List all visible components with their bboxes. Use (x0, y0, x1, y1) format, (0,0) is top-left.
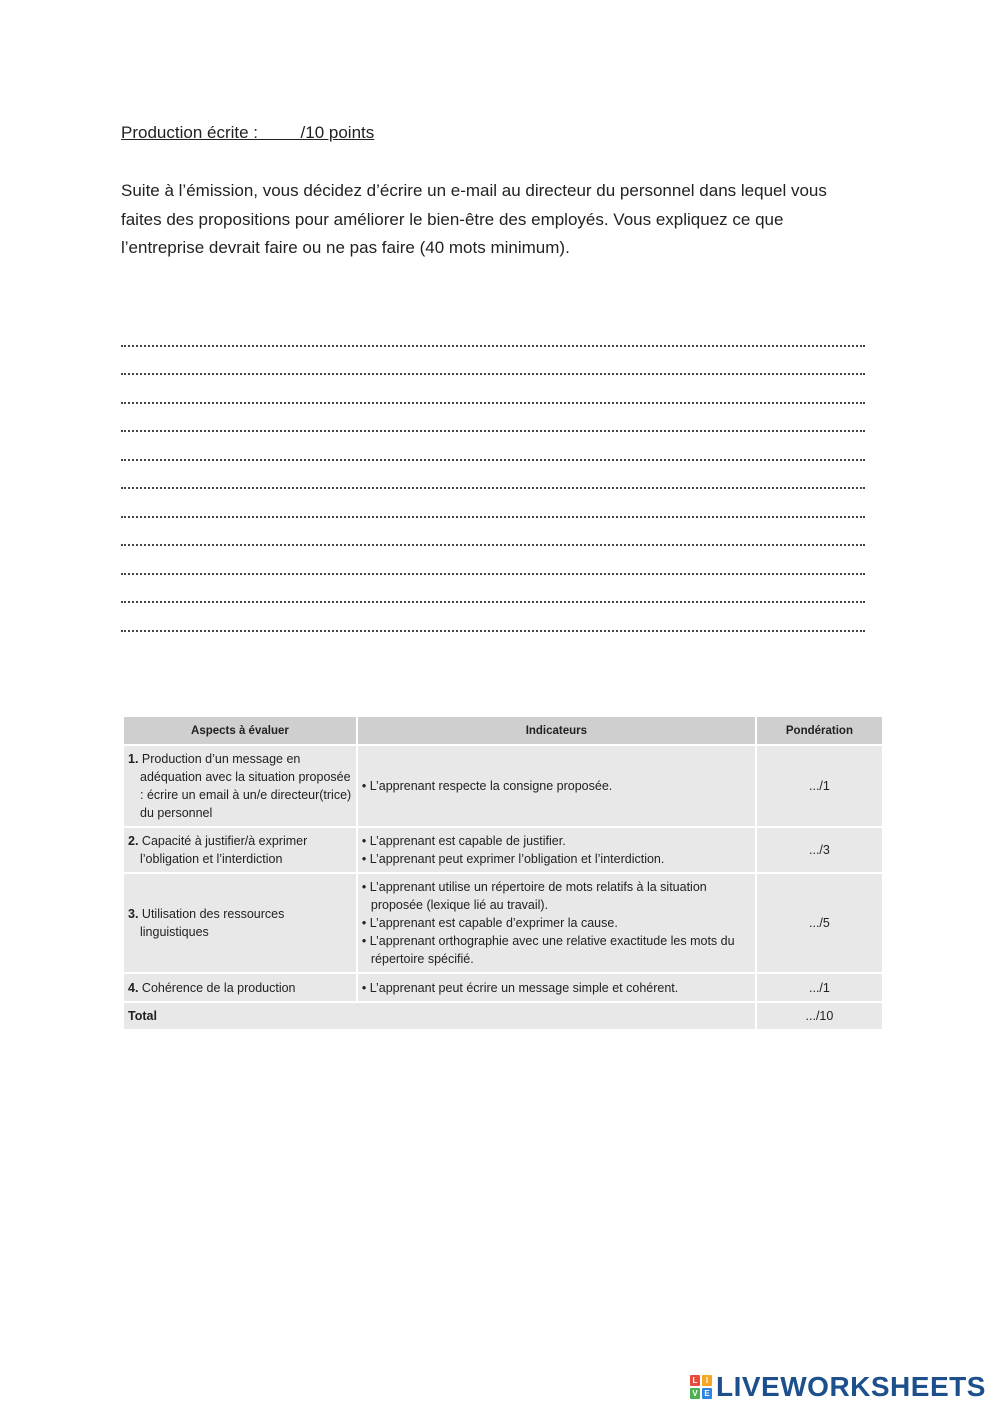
score-cell: .../1 (756, 745, 883, 827)
aspect-number: 2. (128, 834, 139, 848)
indicators-cell (357, 745, 756, 827)
answer-line[interactable] (121, 489, 865, 518)
aspect-cell (123, 827, 357, 873)
logo-letter: E (702, 1388, 712, 1399)
score-cell: .../5 (756, 873, 883, 973)
total-score: .../10 (756, 1002, 883, 1030)
indicator-item: • L’apprenant respecte la consigne proposée. (361, 779, 613, 793)
indicator-item: • L’apprenant est capable de justifier. (361, 834, 566, 848)
rubric-total-row (123, 1002, 883, 1030)
answer-line[interactable] (121, 347, 865, 376)
answer-line[interactable] (121, 603, 865, 632)
logo-letter: I (702, 1375, 712, 1386)
answer-line[interactable] (121, 461, 865, 490)
aspect-text: Capacité à justifier/à exprimer l’obligation et l’interdiction (140, 834, 308, 866)
aspect-text: Utilisation des ressources linguistiques (140, 907, 285, 939)
aspect-cell (123, 745, 357, 827)
indicators-cell (357, 827, 756, 873)
answer-line[interactable] (121, 404, 865, 433)
instructions-text: Suite à l’émission, vous décidez d’écrire un e-mail au directeur du personnel dans lequel vous faites des propositions pour améliorer le bien-être des employés. Vous expliquez ce que l’entreprise devrait faire ou ne pas faire (40 mots minimum). (121, 181, 827, 257)
answer-line[interactable] (121, 318, 865, 347)
rubric-table (122, 715, 884, 1031)
aspect-text: Production d’un message en adéquation avec la situation proposée : écrire un email à un/e directeur(trice) du personnel (140, 752, 352, 820)
logo-letter: L (690, 1375, 700, 1386)
indicators-cell (357, 873, 756, 973)
aspect-cell (123, 973, 357, 1002)
indicator-item: • L’apprenant peut exprimer l’obligation et l’interdiction. (361, 852, 665, 866)
score-cell: .../3 (756, 827, 883, 873)
indicators-cell (357, 973, 756, 1002)
liveworksheets-logo (690, 1371, 986, 1403)
answer-line[interactable] (121, 375, 865, 404)
answer-area[interactable] (121, 318, 865, 632)
exercise-heading (121, 123, 374, 143)
aspect-number: 1. (128, 752, 139, 766)
answer-line[interactable] (121, 518, 865, 547)
rubric-header-row (123, 716, 883, 745)
indicator-item: • L’apprenant orthographie avec une relative exactitude les mots du répertoire spécifié. (361, 934, 735, 966)
indicator-item: • L’apprenant utilise un répertoire de mots relatifs à la situation proposée (lexique lié au travail). (361, 880, 707, 912)
aspect-number: 4. (128, 980, 139, 995)
indicator-item: • L’apprenant est capable d’exprimer la cause. (361, 916, 618, 930)
rubric-row (123, 745, 883, 827)
heading-label: Production écrite : (121, 123, 259, 142)
answer-line[interactable] (121, 575, 865, 604)
logo-letter: V (690, 1388, 700, 1399)
aspect-number: 3. (128, 907, 139, 921)
score-cell: .../1 (756, 973, 883, 1002)
aspect-cell (123, 873, 357, 973)
rubric-row (123, 973, 883, 1002)
logo-mark-icon (690, 1375, 712, 1399)
rubric-row (123, 873, 883, 973)
rubric-row (123, 827, 883, 873)
indicator-item: • L’apprenant peut écrire un message simple et cohérent. (361, 980, 679, 995)
header-aspects: Aspects à évaluer (123, 716, 357, 745)
logo-text: LIVEWORKSHEETS (716, 1371, 986, 1402)
header-indicateurs: Indicateurs (357, 716, 756, 745)
heading-score: /10 points (300, 123, 375, 142)
answer-line[interactable] (121, 546, 865, 575)
aspect-text: Cohérence de la production (141, 980, 296, 995)
total-label: Total (123, 1002, 756, 1030)
header-ponderation: Pondération (756, 716, 883, 745)
answer-line[interactable] (121, 432, 865, 461)
